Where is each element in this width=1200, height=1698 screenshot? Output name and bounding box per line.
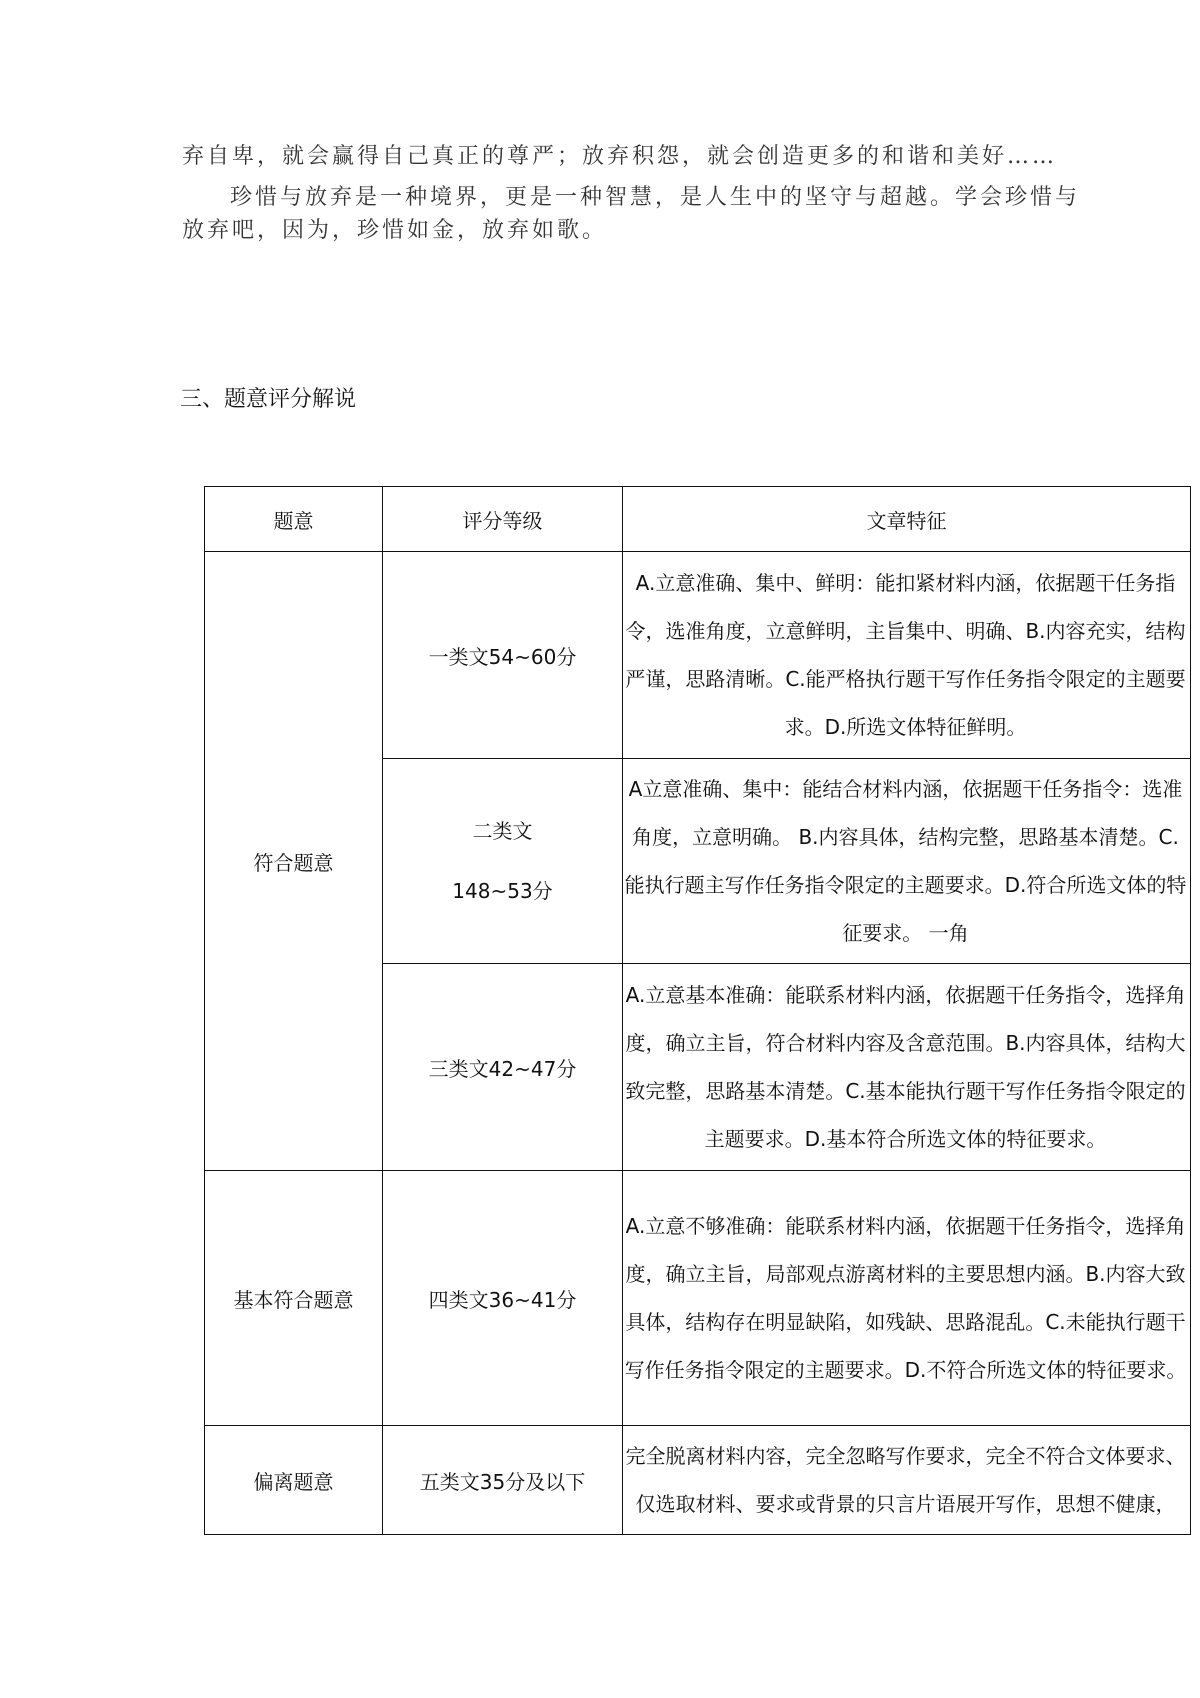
features-text: A.立意基本准确：能联系材料内涵，依据题干任务指令，选择角度，确立主旨，符合材料内容及含意范围。B.内容具体，结构大致完整，思路基本清楚。C.基本能执行题干写作任务指令限定的主题要求。D.基本符合所选文体的特征要求。 [625, 983, 1186, 1151]
category-cell: 基本符合题意 [205, 1171, 383, 1426]
header-features: 文章特征 [623, 487, 1191, 552]
features-text: A立意准确、集中：能结合材料内涵，依据题干任务指令：选准角度，立意明确。 B.内容具体，结构完整，思路基本清楚。C.能执行题主写作任务指令限定的主题要求。D.符合所选文体的特征要求。 一角 [624, 777, 1187, 945]
essay-paragraph: 珍惜与放弃是一种境界，更是一种智慧，是人生中的坚守与超越。学会珍惜与放弃吧，因为，珍惜如金，放弃如歌。 [182, 185, 1081, 243]
header-grade: 评分等级 [383, 487, 623, 552]
grade-label-line: 148~53分 [452, 879, 553, 903]
features-cell [623, 1171, 1191, 1426]
features-text: A.立意准确、集中、鲜明：能扣紧材料内涵，依据题干任务指令，选准角度，立意鲜明，主旨集中、明确、B.内容充实，结构严谨，思路清晰。C.能严格执行题干写作任务指令限定的主题要求。D.所选文体特征鲜明。 [625, 571, 1186, 739]
features-cell [623, 964, 1191, 1171]
features-cell [623, 552, 1191, 759]
grade-cell: 三类文42~47分 [383, 964, 623, 1171]
category-cell: 偏离题意 [205, 1426, 383, 1535]
table-row [205, 552, 1191, 759]
grade-cell: 五类文35分及以下 [383, 1426, 623, 1535]
essay-excerpt [182, 140, 1082, 255]
header-topic: 题意 [205, 487, 383, 552]
grade-label-line: 二类文 [472, 819, 533, 843]
grade-cell: 四类文36~41分 [383, 1171, 623, 1426]
features-text: 完全脱离材料内容，完全忽略写作要求，完全不符合文体要求、仅选取材料、要求或背景的只言片语展开写作，思想不健康， [625, 1444, 1186, 1516]
table-row [205, 1171, 1191, 1426]
grade-cell: 一类文54~60分 [383, 552, 623, 759]
category-cell: 符合题意 [205, 552, 383, 1171]
features-cell [623, 759, 1191, 964]
scoring-rubric-table [204, 486, 1191, 1535]
essay-paragraph: 弃自卑，就会赢得自己真正的尊严；放弃积怨，就会创造更多的和谐和美好…… [182, 144, 1058, 169]
features-cell [623, 1426, 1191, 1535]
table-header-row [205, 487, 1191, 552]
section-heading: 三、题意评分解说 [180, 387, 357, 412]
features-text: A.立意不够准确：能联系材料内涵，依据题干任务指令，选择角度，确立主旨，局部观点游离材料的主要思想内涵。B.内容大致具体，结构存在明显缺陷，如残缺、思路混乱。C.未能执行题干写作任务指令限定的主题要求。D.不符合所选文体的特征要求。 [624, 1214, 1187, 1382]
table-row [205, 1426, 1191, 1535]
grade-cell [383, 759, 623, 964]
